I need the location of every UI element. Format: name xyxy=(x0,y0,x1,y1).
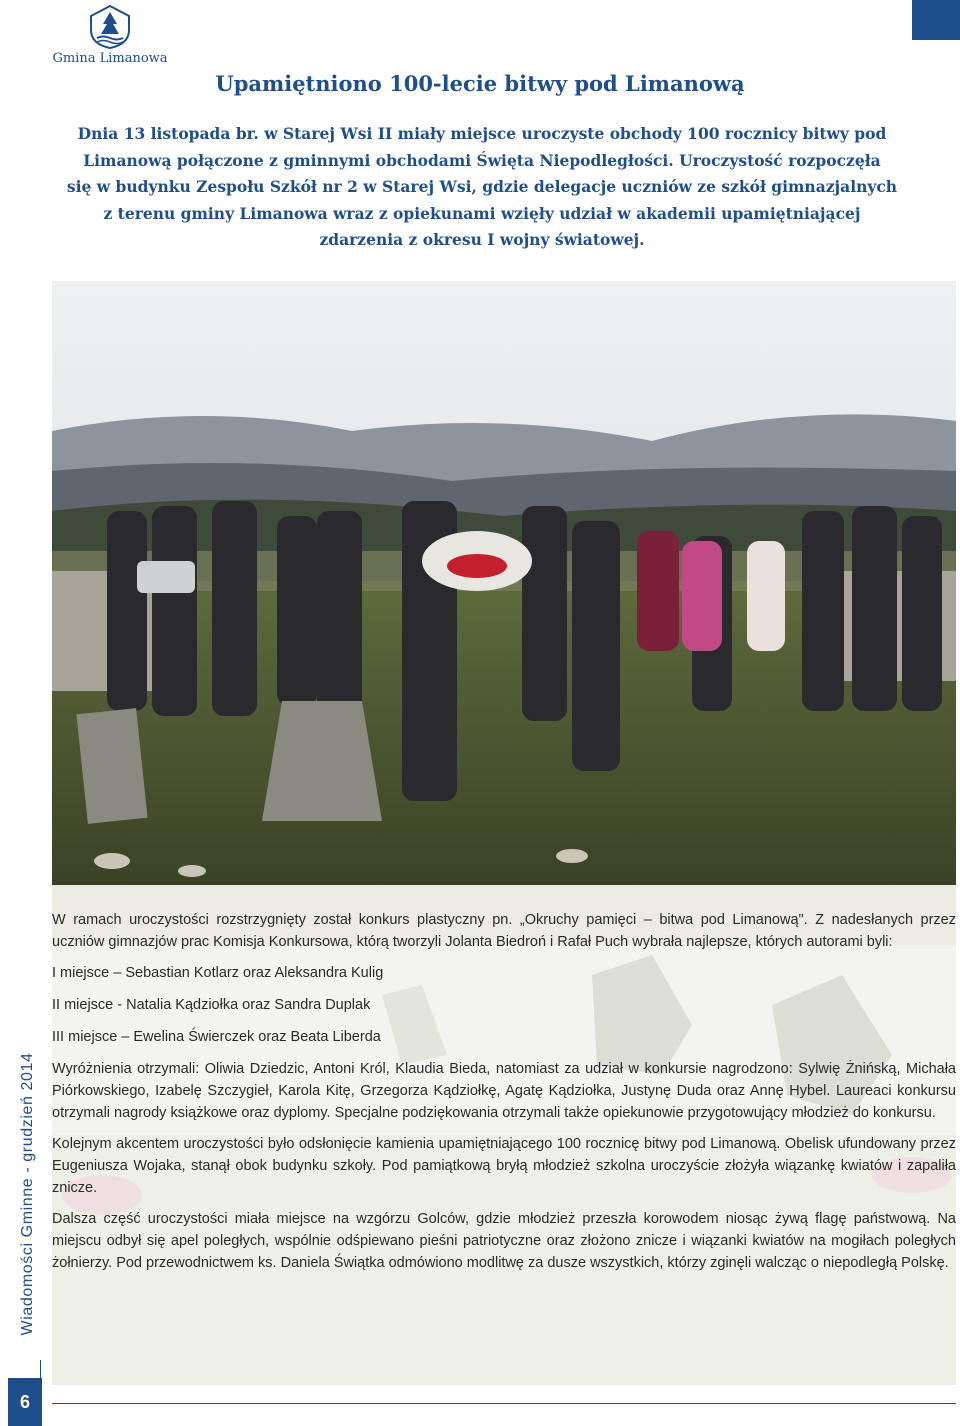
lead-line: Limanową połączone z gminnymi obchodami Święta Niepodległości. Uroczystość rozpoczęła xyxy=(83,150,881,170)
lead-line: się w budynku Zespołu Szkół nr 2 w Starej Wsi, gdzie delegacje uczniów ze szkół gimnazjalnych xyxy=(66,177,898,196)
contest-intro: W ramach uroczystości rozstrzygnięty został konkurs plastyczny pn. „Okruchy pamięci – bitwa pod Limanową". Z nadesłanych przez uczniów gimnazjów prac Komisja Konkursowa, którą tworzyli Jolanta Biedroń i Rafał Puch wybrała najlepsze, których autorami byli: xyxy=(52,912,956,950)
coat-of-arms-icon xyxy=(87,4,133,50)
lead-line: Dnia 13 listopada br. w Starej Wsi II miały miejsce uroczyste obchody 100 rocznicy bitwy pod xyxy=(77,124,887,143)
bottom-rule xyxy=(52,1403,956,1404)
ceremony-photo xyxy=(52,281,956,885)
paragraph: Kolejnym akcentem uroczystości było odsłonięcie kamienia upamiętniającego 100 rocznicę bitwy pod Limanową. Obelisk ufundowany przez Eugeniusza Wojaka, stanął obok budynku szkoły. Pod pamiątkową bryłą młodzież szkolna uroczyście złożyła wiązankę kwiatów i zapaliła znicze. xyxy=(52,1136,956,1196)
logo-text: Gmina Limanowa xyxy=(52,51,168,66)
lead-line: z terenu gminy Limanowa wraz z opiekunami wzięły udział w akademii upamiętniającej xyxy=(103,203,861,223)
article-text xyxy=(52,909,956,1283)
publication-title: Wiadomości Gminne - grudzień 2014 xyxy=(19,1052,36,1336)
page-number: 6 xyxy=(8,1378,42,1426)
article-body xyxy=(52,885,956,1385)
paragraph: Dalsza część uroczystości miała miejsce na wzgórzu Golców, gdzie młodzież przeszła korowodem niosąc żywą flagę państwową. Na miejscu odbył się apel poległych, wspólnie odśpiewano pieśni patriotyczne oraz złożono znicze i wiązanki kwiatów na mogiłach poległych żołnierzy. Pod przewodnictwem ks. Daniela Świątka odmówiono modlitwę za dusze wszystkich, którzy zginęli walcząc o niepodległą Polskę. xyxy=(52,1211,956,1271)
gmina-logo xyxy=(50,4,170,66)
place-item: II miejsce - Natalia Kądziołka oraz Sandra Duplak xyxy=(52,997,371,1013)
place-item: I miejsce – Sebastian Kotlarz oraz Aleksandra Kulig xyxy=(52,965,384,981)
article-lead xyxy=(52,121,912,254)
paragraph: Wyróżnienia otrzymali: Oliwia Dziedzic, Antoni Król, Klaudia Bieda, natomiast za udział w konkursie nagrodzono: Sylwię Żnińską, Michała Piórkowskiego, Izabelę Szczygieł, Karola Kitę, Grzegorza Kądziołkę, Agatę Kądziołka, Justynę Duda oraz Annę Hybel. Laureaci konkursu otrzymali nagrody książkowe oraz dyplomy. Specjalne podziękowania otrzymali także opiekunowie przygotowujący młodzież do konkursu. xyxy=(52,1061,956,1121)
place-item: III miejsce – Ewelina Świerczek oraz Beata Liberda xyxy=(52,1029,381,1045)
corner-accent-bar xyxy=(912,0,960,40)
article-title: Upamiętniono 100-lecie bitwy pod Limanową xyxy=(215,71,745,96)
lead-line: zdarzenia z okresu I wojny światowej. xyxy=(319,230,645,249)
